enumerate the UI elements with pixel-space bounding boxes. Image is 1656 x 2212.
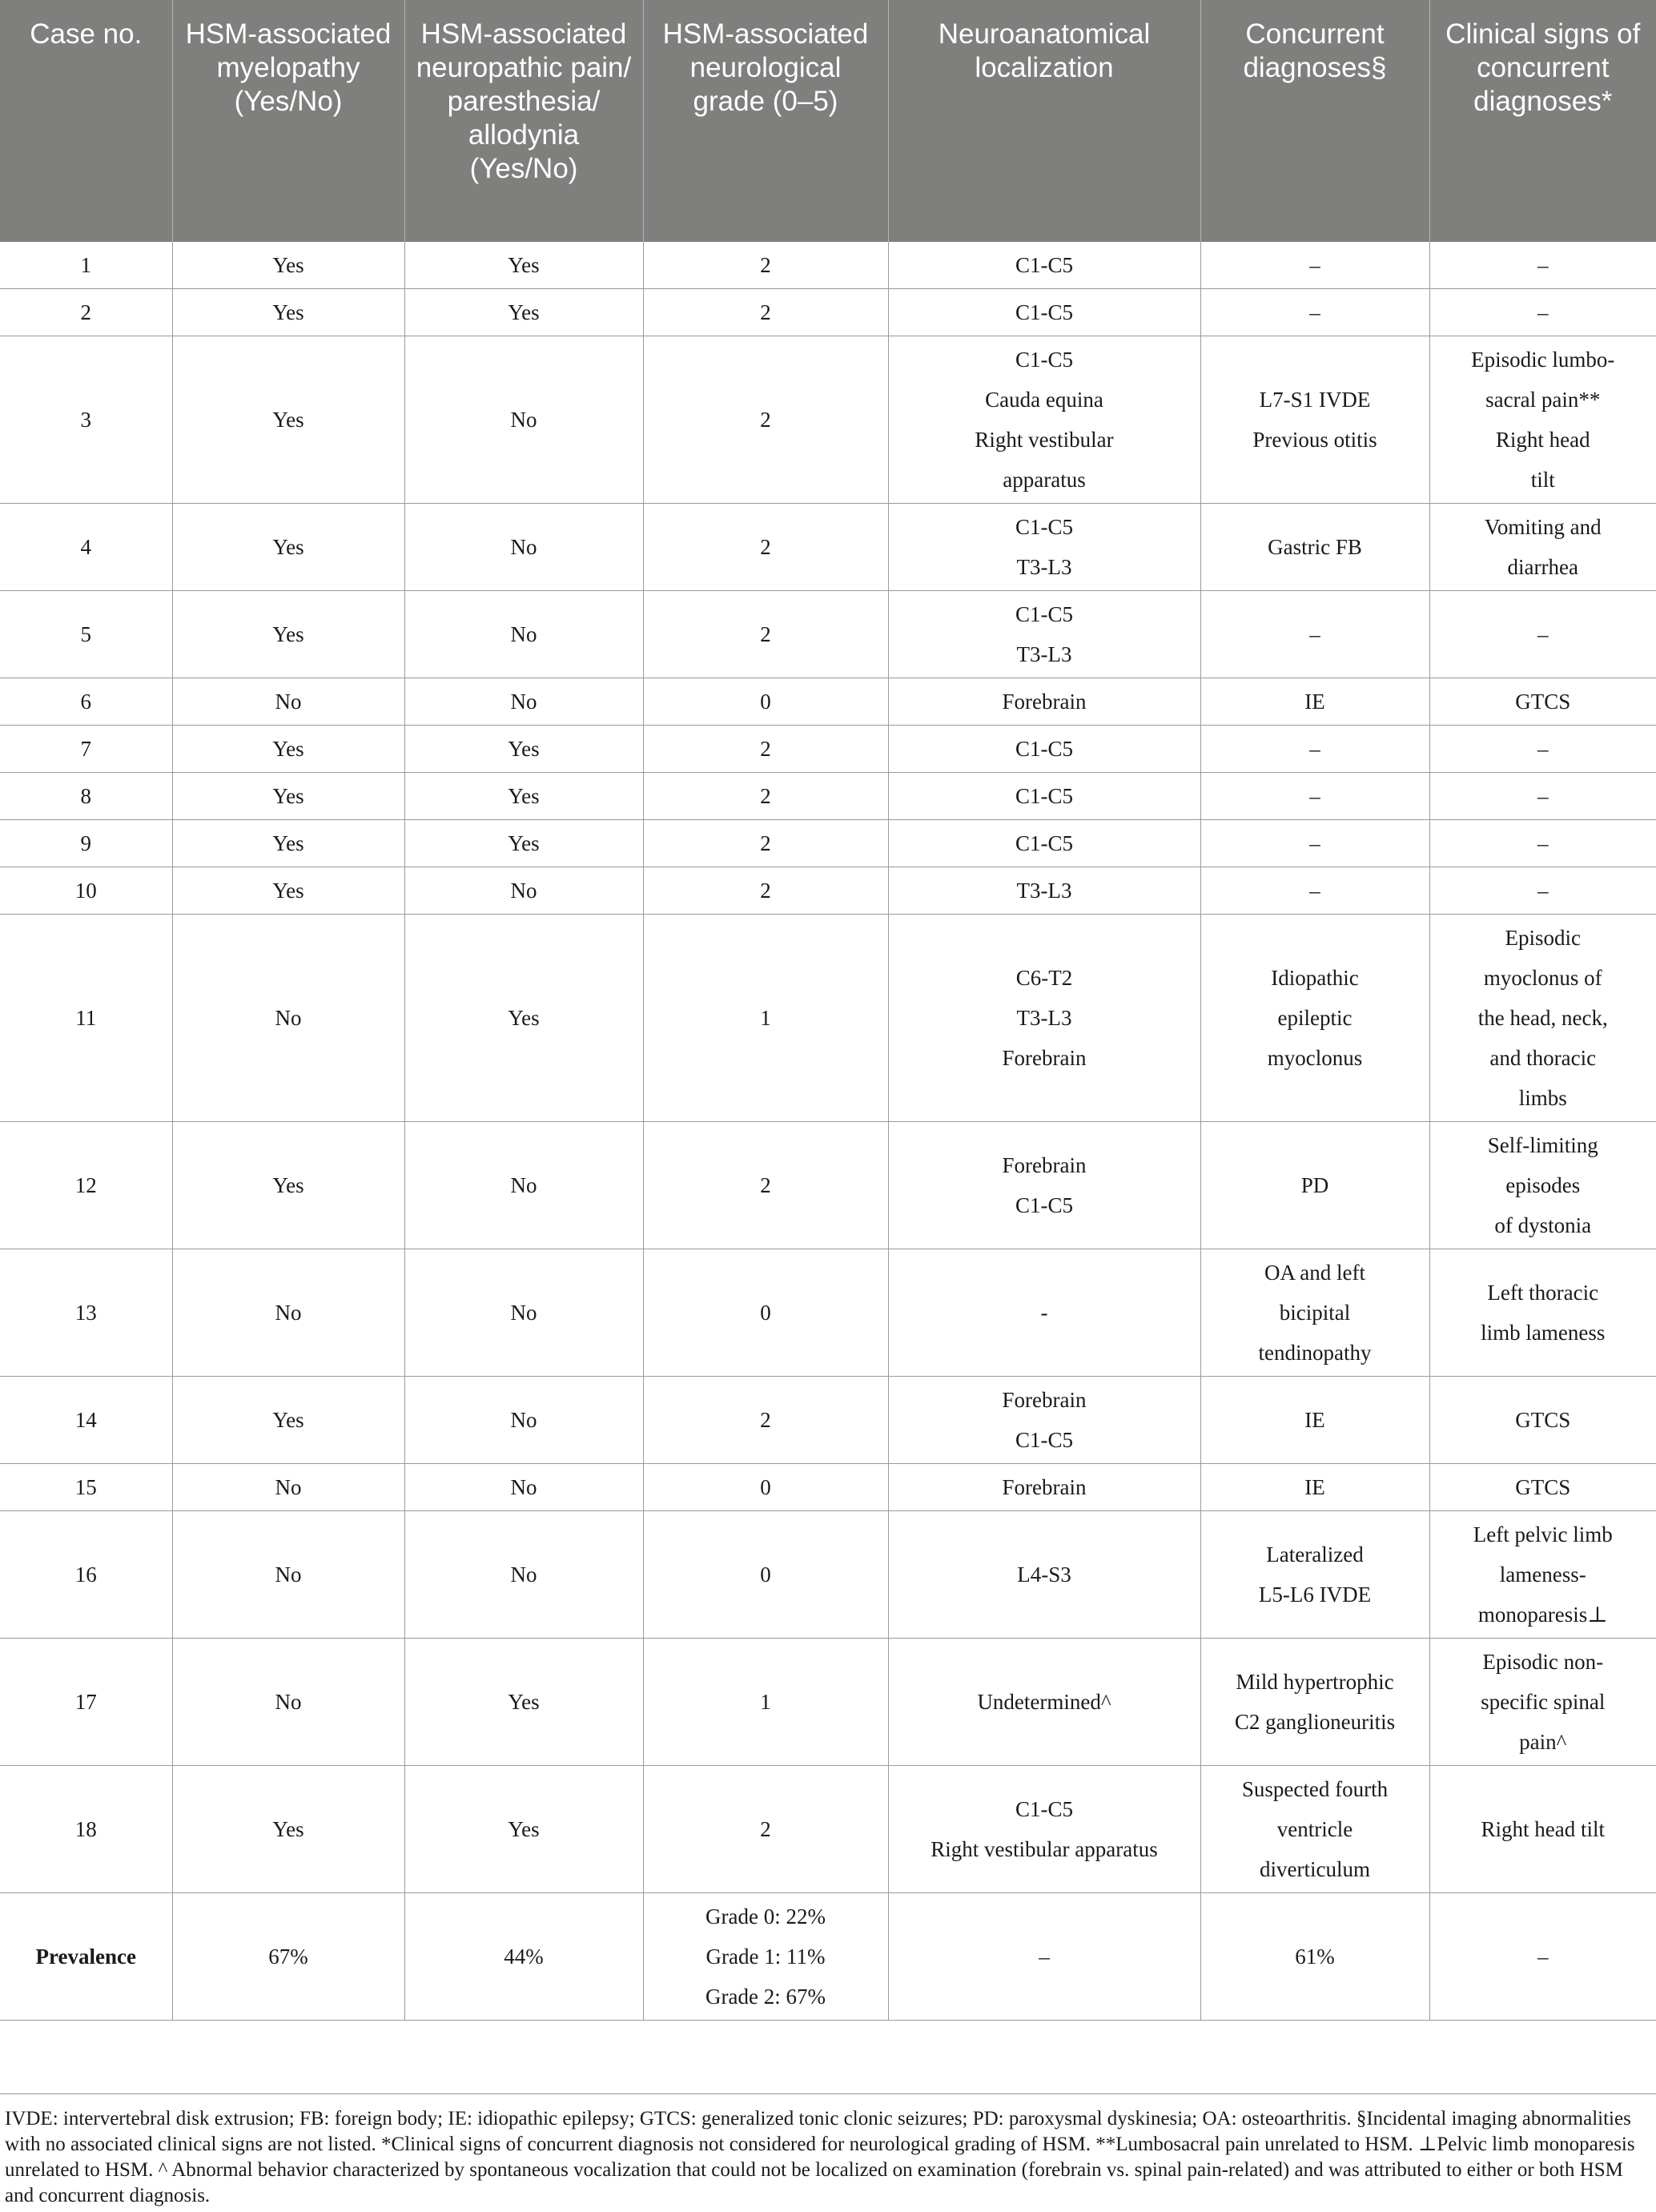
cell-clinical-signs xyxy=(1429,504,1656,591)
prevalence-row xyxy=(0,1893,1656,2021)
cell-line: diarrhea xyxy=(1507,555,1578,579)
cell-line: T3-L3 xyxy=(1016,555,1072,579)
cell-line: diverticulum xyxy=(1260,1857,1370,1881)
table-row xyxy=(0,1511,1656,1639)
cell-clinical-signs xyxy=(1429,678,1656,726)
cell-line: Previous otitis xyxy=(1252,428,1377,452)
cell-neuropathic-pain: Yes xyxy=(404,242,643,289)
cell-line: Grade 2: 67% xyxy=(705,1985,826,2009)
cell-line: Forebrain xyxy=(1002,690,1087,714)
cell-line: Forebrain xyxy=(1002,1388,1087,1412)
cell-clinical-signs xyxy=(1429,1766,1656,1893)
cell-localization xyxy=(888,1464,1200,1511)
cell-line: L7-S1 IVDE xyxy=(1259,388,1371,412)
cell-line: OA and left xyxy=(1264,1261,1365,1285)
cell-case-no: 9 xyxy=(0,820,172,867)
cell-neuropathic-pain: No xyxy=(404,1511,643,1639)
cell-myelopathy: Yes xyxy=(172,504,404,591)
cell-localization xyxy=(888,726,1200,773)
cell-clinical-signs xyxy=(1429,726,1656,773)
prevalence-label: Prevalence xyxy=(0,1893,172,2021)
cell-myelopathy: Yes xyxy=(172,242,404,289)
prevalence-localization: – xyxy=(888,1893,1200,2021)
header-neuropathic-pain: HSM-associated neuropathic pain/ paresthesia/ allodynia (Yes/No) xyxy=(404,0,643,242)
cell-localization xyxy=(888,242,1200,289)
cell-neuropathic-pain: No xyxy=(404,504,643,591)
cell-case-no: 6 xyxy=(0,678,172,726)
cell-line: Right head tilt xyxy=(1481,1817,1605,1841)
cell-line: episodes xyxy=(1505,1173,1581,1197)
prevalence-pain: 44% xyxy=(404,1893,643,2021)
cell-case-no: 2 xyxy=(0,289,172,336)
cell-line: Left thoracic xyxy=(1487,1281,1599,1305)
cell-line: Right head xyxy=(1495,428,1590,452)
prevalence-grade xyxy=(643,1893,888,2021)
table-row xyxy=(0,1122,1656,1249)
cell-line: tendinopathy xyxy=(1258,1341,1372,1365)
cell-neuropathic-pain: Yes xyxy=(404,726,643,773)
cell-line: C1-C5 xyxy=(1015,784,1073,808)
cell-concurrent-diagnoses xyxy=(1200,1249,1429,1377)
cell-line: Grade 0: 22% xyxy=(705,1904,826,1928)
table-row xyxy=(0,336,1656,504)
cell-clinical-signs xyxy=(1429,820,1656,867)
cell-grade xyxy=(643,915,888,1122)
cell-line: L5-L6 IVDE xyxy=(1258,1583,1372,1607)
cell-line: IE xyxy=(1304,690,1325,714)
cell-line: Right vestibular apparatus xyxy=(930,1837,1158,1861)
cell-line: epileptic xyxy=(1277,1006,1353,1030)
header-concurrent-diagnoses: Concurrent diagnoses§ xyxy=(1200,0,1429,242)
cell-myelopathy: Yes xyxy=(172,1377,404,1464)
cell-line: and thoracic xyxy=(1489,1046,1597,1070)
cell-localization xyxy=(888,773,1200,820)
cell-myelopathy: Yes xyxy=(172,591,404,678)
cell-line: limb lameness xyxy=(1481,1321,1606,1345)
cell-concurrent-diagnoses xyxy=(1200,867,1429,915)
cell-localization xyxy=(888,1511,1200,1639)
prevalence-myelopathy: 67% xyxy=(172,1893,404,2021)
cell-grade xyxy=(643,678,888,726)
cell-line: 2 xyxy=(760,408,771,432)
cell-line: Mild hypertrophic xyxy=(1236,1670,1394,1694)
table-row xyxy=(0,242,1656,289)
cell-localization xyxy=(888,678,1200,726)
cell-grade xyxy=(643,1464,888,1511)
table-row xyxy=(0,726,1656,773)
cell-line: Undetermined^ xyxy=(977,1690,1111,1714)
cell-neuropathic-pain: No xyxy=(404,591,643,678)
cell-line: myoclonus of xyxy=(1483,966,1602,990)
prevalence-signs: – xyxy=(1429,1893,1656,2021)
table-row xyxy=(0,915,1656,1122)
cell-line: C2 ganglioneuritis xyxy=(1234,1710,1396,1734)
cell-line: – xyxy=(1309,253,1320,277)
cell-case-no: 17 xyxy=(0,1639,172,1766)
cell-myelopathy: No xyxy=(172,1639,404,1766)
cell-myelopathy: Yes xyxy=(172,726,404,773)
cell-line: C1-C5 xyxy=(1015,1428,1073,1452)
cell-line: Gastric FB xyxy=(1268,535,1362,559)
cell-line: 1 xyxy=(760,1006,771,1030)
cell-myelopathy: No xyxy=(172,915,404,1122)
cell-line: C1-C5 xyxy=(1015,253,1073,277)
cell-myelopathy: Yes xyxy=(172,336,404,504)
cell-line: IE xyxy=(1304,1408,1325,1432)
cell-line: - xyxy=(1040,1301,1048,1325)
cell-concurrent-diagnoses xyxy=(1200,1464,1429,1511)
cell-myelopathy: Yes xyxy=(172,1766,404,1893)
cell-clinical-signs xyxy=(1429,1377,1656,1464)
cell-clinical-signs xyxy=(1429,1639,1656,1766)
cell-line: – xyxy=(1537,737,1549,761)
cell-case-no: 10 xyxy=(0,867,172,915)
cell-line: Left pelvic limb xyxy=(1473,1522,1613,1546)
cell-line: Vomiting and xyxy=(1484,515,1602,539)
cell-line: – xyxy=(1537,622,1549,646)
cell-grade xyxy=(643,336,888,504)
cell-line: apparatus xyxy=(1003,468,1086,492)
cell-grade xyxy=(643,1511,888,1639)
cell-grade xyxy=(643,591,888,678)
cell-line: C1-C5 xyxy=(1015,348,1073,372)
cell-line: C6-T2 xyxy=(1015,966,1073,990)
cell-case-no: 12 xyxy=(0,1122,172,1249)
cell-line: T3-L3 xyxy=(1016,642,1072,666)
cell-neuropathic-pain: No xyxy=(404,678,643,726)
cell-concurrent-diagnoses xyxy=(1200,242,1429,289)
table-row xyxy=(0,773,1656,820)
table-row xyxy=(0,1639,1656,1766)
cell-line: limbs xyxy=(1518,1086,1567,1110)
cell-line: C1-C5 xyxy=(1015,737,1073,761)
cell-neuropathic-pain: No xyxy=(404,867,643,915)
cell-localization xyxy=(888,591,1200,678)
cell-concurrent-diagnoses xyxy=(1200,1377,1429,1464)
cell-line: T3-L3 xyxy=(1016,879,1072,903)
cell-myelopathy: No xyxy=(172,1249,404,1377)
table-row xyxy=(0,1464,1656,1511)
cell-line: C1-C5 xyxy=(1015,515,1073,539)
table-body xyxy=(0,242,1656,2021)
cell-concurrent-diagnoses xyxy=(1200,820,1429,867)
cell-myelopathy: Yes xyxy=(172,1122,404,1249)
cell-line: GTCS xyxy=(1515,690,1571,714)
cell-line: 2 xyxy=(760,300,771,324)
cell-case-no: 11 xyxy=(0,915,172,1122)
cell-line: the head, neck, xyxy=(1477,1006,1608,1030)
cell-line: PD xyxy=(1300,1173,1329,1197)
cell-case-no: 18 xyxy=(0,1766,172,1893)
cell-concurrent-diagnoses xyxy=(1200,915,1429,1122)
cell-myelopathy: Yes xyxy=(172,773,404,820)
cell-localization xyxy=(888,336,1200,504)
cell-concurrent-diagnoses xyxy=(1200,504,1429,591)
cell-case-no: 15 xyxy=(0,1464,172,1511)
cell-line: – xyxy=(1309,784,1320,808)
cell-line: – xyxy=(1537,879,1549,903)
cell-case-no: 3 xyxy=(0,336,172,504)
cell-line: Episodic non- xyxy=(1482,1650,1604,1674)
table-row xyxy=(0,591,1656,678)
cell-line: 0 xyxy=(760,1301,771,1325)
cell-line: Self-limiting xyxy=(1487,1133,1598,1157)
cell-neuropathic-pain: No xyxy=(404,1249,643,1377)
cell-line: Lateralized xyxy=(1266,1542,1364,1566)
cell-concurrent-diagnoses xyxy=(1200,726,1429,773)
table-row xyxy=(0,1377,1656,1464)
cell-line: Right vestibular xyxy=(975,428,1114,452)
cell-grade xyxy=(643,773,888,820)
cell-clinical-signs xyxy=(1429,773,1656,820)
cell-concurrent-diagnoses xyxy=(1200,289,1429,336)
cell-clinical-signs xyxy=(1429,915,1656,1122)
header-clinical-signs: Clinical signs of concurrent diagnoses* xyxy=(1429,0,1656,242)
cell-clinical-signs xyxy=(1429,1249,1656,1377)
table-row xyxy=(0,820,1656,867)
cell-line: 2 xyxy=(760,879,771,903)
cell-clinical-signs xyxy=(1429,1511,1656,1639)
cell-neuropathic-pain: No xyxy=(404,1377,643,1464)
cell-line: 0 xyxy=(760,690,771,714)
cell-neuropathic-pain: No xyxy=(404,336,643,504)
cell-myelopathy: No xyxy=(172,678,404,726)
cell-line: C1-C5 xyxy=(1015,300,1073,324)
cell-localization xyxy=(888,915,1200,1122)
cell-clinical-signs xyxy=(1429,242,1656,289)
cell-clinical-signs xyxy=(1429,336,1656,504)
cell-grade xyxy=(643,1766,888,1893)
cell-concurrent-diagnoses xyxy=(1200,1766,1429,1893)
cell-concurrent-diagnoses xyxy=(1200,1122,1429,1249)
cell-neuropathic-pain: Yes xyxy=(404,915,643,1122)
cell-case-no: 14 xyxy=(0,1377,172,1464)
cell-localization xyxy=(888,867,1200,915)
cell-case-no: 4 xyxy=(0,504,172,591)
cell-localization xyxy=(888,1766,1200,1893)
header-myelopathy: HSM-associated myelopathy (Yes/No) xyxy=(172,0,404,242)
cell-line: C1-C5 xyxy=(1015,602,1073,626)
cell-concurrent-diagnoses xyxy=(1200,773,1429,820)
cell-grade xyxy=(643,1639,888,1766)
cell-line: pain^ xyxy=(1519,1730,1567,1754)
table-row xyxy=(0,1249,1656,1377)
cell-case-no: 7 xyxy=(0,726,172,773)
cell-line: 2 xyxy=(760,831,771,855)
cell-grade xyxy=(643,867,888,915)
table-row xyxy=(0,504,1656,591)
cell-line: GTCS xyxy=(1515,1475,1571,1499)
cell-grade xyxy=(643,1249,888,1377)
cell-line: C1-C5 xyxy=(1015,1193,1073,1217)
cell-line: – xyxy=(1309,831,1320,855)
cell-line: – xyxy=(1309,879,1320,903)
cell-myelopathy: No xyxy=(172,1511,404,1639)
cell-grade xyxy=(643,289,888,336)
table-header xyxy=(0,0,1656,242)
cell-clinical-signs xyxy=(1429,591,1656,678)
cell-line: tilt xyxy=(1530,468,1555,492)
cell-line: specific spinal xyxy=(1481,1690,1606,1714)
cell-concurrent-diagnoses xyxy=(1200,678,1429,726)
footnote-divider xyxy=(0,2093,1656,2094)
cell-line: Cauda equina xyxy=(985,388,1103,412)
cell-line: C1-C5 xyxy=(1015,1797,1073,1821)
cell-line: GTCS xyxy=(1515,1408,1571,1432)
cell-line: myoclonus xyxy=(1267,1046,1363,1070)
cell-clinical-signs xyxy=(1429,1122,1656,1249)
cell-localization xyxy=(888,1249,1200,1377)
cell-neuropathic-pain: No xyxy=(404,1464,643,1511)
cell-line: Idiopathic xyxy=(1271,966,1359,990)
cell-line: 2 xyxy=(760,784,771,808)
cell-line: ventricle xyxy=(1276,1817,1353,1841)
cell-myelopathy: Yes xyxy=(172,867,404,915)
cell-myelopathy: Yes xyxy=(172,820,404,867)
cell-line: lameness- xyxy=(1499,1562,1586,1587)
cell-line: 2 xyxy=(760,1173,771,1197)
header-neurological-grade: HSM-associated neurological grade (0–5) xyxy=(643,0,888,242)
cell-line: – xyxy=(1309,622,1320,646)
cell-line: 1 xyxy=(760,1690,771,1714)
cell-line: L4-S3 xyxy=(1017,1562,1071,1587)
cell-grade xyxy=(643,242,888,289)
cell-line: – xyxy=(1309,300,1320,324)
cell-neuropathic-pain: Yes xyxy=(404,1639,643,1766)
cell-line: 2 xyxy=(760,535,771,559)
cell-localization xyxy=(888,1377,1200,1464)
cell-concurrent-diagnoses xyxy=(1200,591,1429,678)
cell-clinical-signs xyxy=(1429,1464,1656,1511)
cell-clinical-signs xyxy=(1429,867,1656,915)
cell-line: of dystonia xyxy=(1494,1213,1592,1237)
cell-line: – xyxy=(1537,831,1549,855)
cell-grade xyxy=(643,1122,888,1249)
cell-line: – xyxy=(1537,253,1549,277)
cell-concurrent-diagnoses xyxy=(1200,1639,1429,1766)
cell-line: monoparesis⊥ xyxy=(1477,1603,1608,1627)
cell-neuropathic-pain: Yes xyxy=(404,1766,643,1893)
cell-line: Episodic lumbo- xyxy=(1471,348,1615,372)
cell-case-no: 8 xyxy=(0,773,172,820)
cell-line: bicipital xyxy=(1279,1301,1351,1325)
cell-case-no: 16 xyxy=(0,1511,172,1639)
cell-line: – xyxy=(1309,737,1320,761)
table-row xyxy=(0,867,1656,915)
cell-localization xyxy=(888,1639,1200,1766)
cell-line: 2 xyxy=(760,1408,771,1432)
cell-line: C1-C5 xyxy=(1015,831,1073,855)
header-row xyxy=(0,0,1656,242)
prevalence-diagnoses: 61% xyxy=(1200,1893,1429,2021)
cell-line: 0 xyxy=(760,1562,771,1587)
cell-neuropathic-pain: Yes xyxy=(404,820,643,867)
cell-case-no: 13 xyxy=(0,1249,172,1377)
cell-line: 0 xyxy=(760,1475,771,1499)
cell-line: T3-L3 xyxy=(1016,1006,1072,1030)
table-row xyxy=(0,289,1656,336)
cell-line: 2 xyxy=(760,253,771,277)
cell-line: 2 xyxy=(760,1817,771,1841)
cell-concurrent-diagnoses xyxy=(1200,1511,1429,1639)
cell-grade xyxy=(643,504,888,591)
cell-localization xyxy=(888,289,1200,336)
table-row xyxy=(0,678,1656,726)
cell-line: Forebrain xyxy=(1002,1046,1087,1070)
cell-line: IE xyxy=(1304,1475,1325,1499)
cell-line: 2 xyxy=(760,622,771,646)
cell-concurrent-diagnoses xyxy=(1200,336,1429,504)
cell-neuropathic-pain: No xyxy=(404,1122,643,1249)
cell-localization xyxy=(888,504,1200,591)
cell-case-no: 1 xyxy=(0,242,172,289)
cell-line: Suspected fourth xyxy=(1241,1777,1389,1801)
header-case-no: Case no. xyxy=(0,0,172,242)
cell-line: Forebrain xyxy=(1002,1475,1087,1499)
cell-line: Forebrain xyxy=(1002,1153,1087,1177)
cell-grade xyxy=(643,1377,888,1464)
cell-localization xyxy=(888,820,1200,867)
cell-line: – xyxy=(1537,300,1549,324)
cell-line: 2 xyxy=(760,737,771,761)
cell-myelopathy: Yes xyxy=(172,289,404,336)
cell-grade xyxy=(643,726,888,773)
cell-grade xyxy=(643,820,888,867)
cell-neuropathic-pain: Yes xyxy=(404,289,643,336)
cell-clinical-signs xyxy=(1429,289,1656,336)
cell-line: – xyxy=(1537,784,1549,808)
cell-line: Grade 1: 11% xyxy=(705,1945,826,1969)
cell-line: sacral pain** xyxy=(1485,388,1601,412)
cell-line: Episodic xyxy=(1505,926,1581,950)
cell-neuropathic-pain: Yes xyxy=(404,773,643,820)
cell-myelopathy: No xyxy=(172,1464,404,1511)
cell-case-no: 5 xyxy=(0,591,172,678)
table-row xyxy=(0,1766,1656,1893)
header-localization: Neuroanatomical localization xyxy=(888,0,1200,242)
cell-localization xyxy=(888,1122,1200,1249)
table-footnote: IVDE: intervertebral disk extrusion; FB: foreign body; IE: idiopathic epilepsy; GTCS: generalized tonic clonic seizures; PD: paroxysmal dyskinesia; OA: osteoarthritis. §Incidental imaging abnormalities with no associated clinical signs are not listed. *Clinical signs of concurrent diagnosis not considered for neurological grading of HSM. **Lumbosacral pain unrelated to HSM. ⊥Pelvic limb monoparesis unrelated to HSM. ^ Abnormal behavior characterized by spontaneous vocalization that could not be localized on examination (forebrain vs. spinal pain-related) and was attributed to either or both HSM and concurrent diagnosis. xyxy=(5,2108,1635,2206)
